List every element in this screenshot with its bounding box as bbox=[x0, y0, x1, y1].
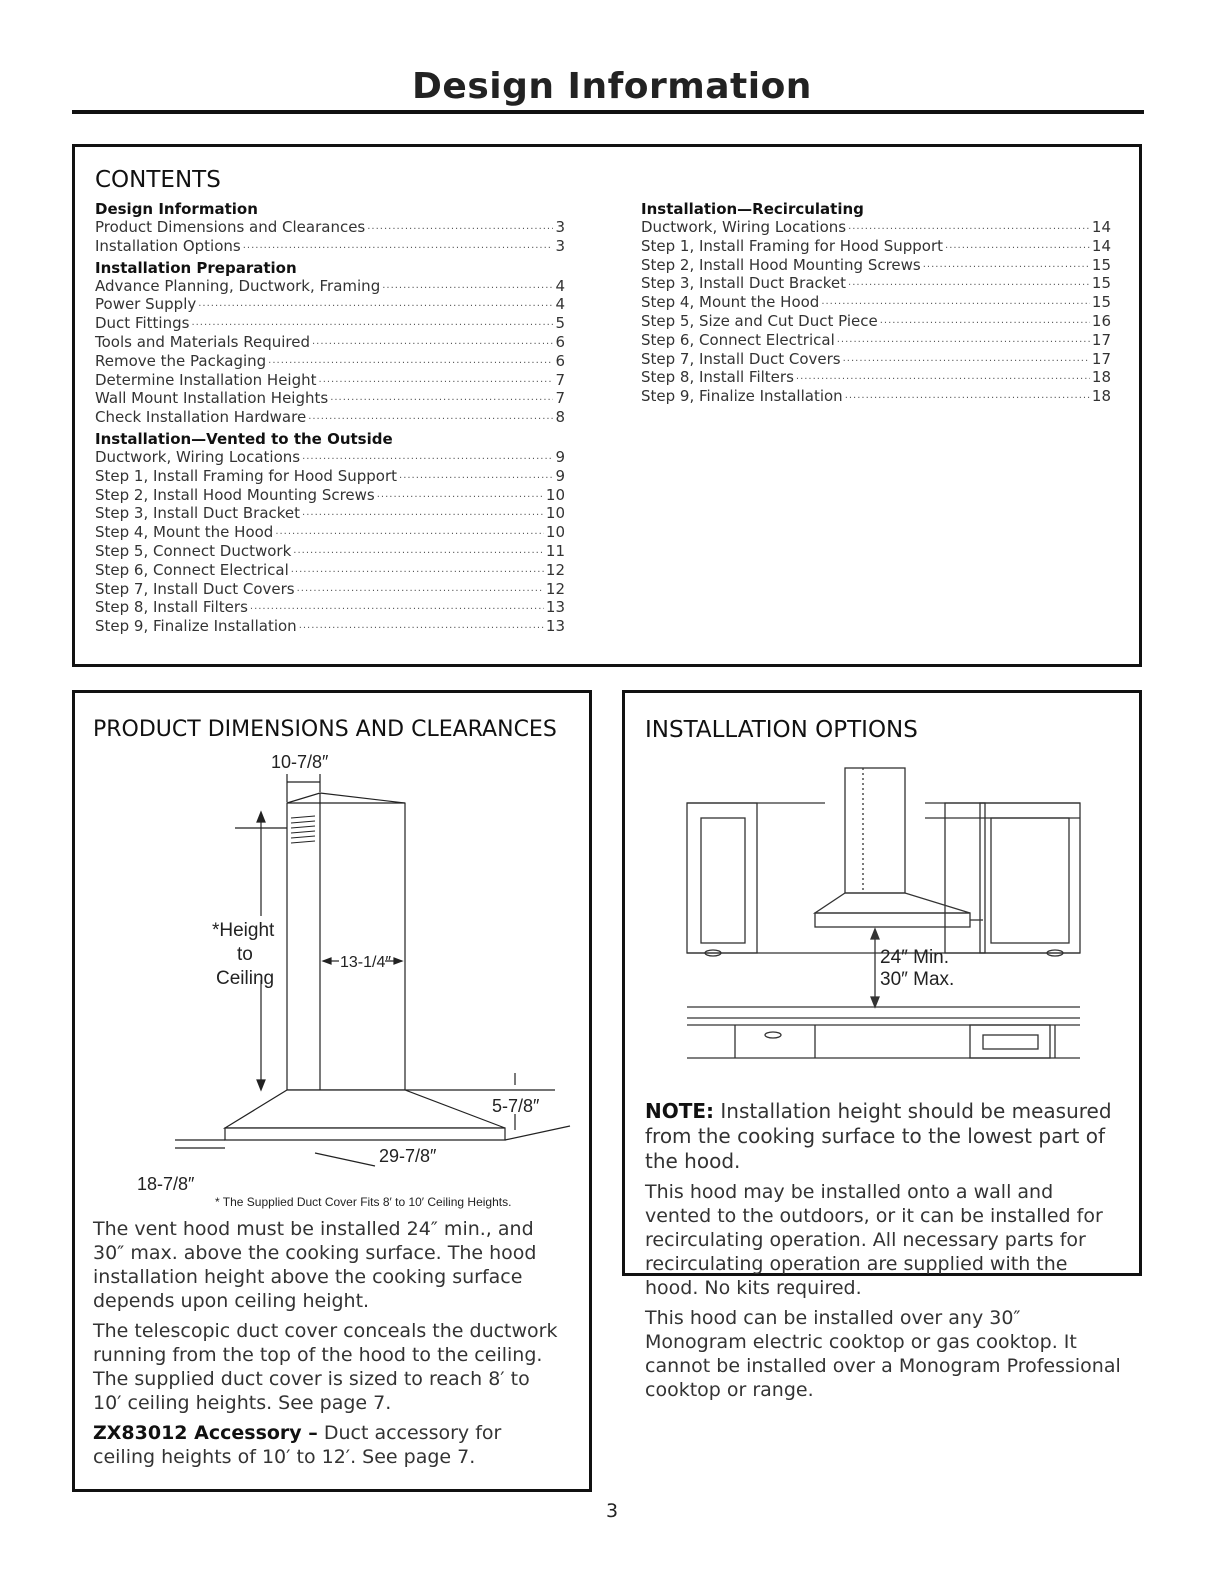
toc-leader-dots bbox=[367, 218, 553, 237]
toc-entry-title: Step 8, Install Filters bbox=[95, 598, 248, 617]
toc-leader-dots bbox=[250, 598, 544, 617]
title-divider bbox=[72, 110, 1144, 114]
toc-entry[interactable] bbox=[641, 218, 1111, 237]
toc-entry[interactable] bbox=[95, 352, 565, 371]
toc-entry-title: Ductwork, Wiring Locations bbox=[95, 447, 301, 466]
top-width-label: 10-7/8″ bbox=[271, 752, 329, 772]
toc-entry-page: 12 bbox=[545, 560, 565, 579]
toc-entry-page: 4 bbox=[555, 276, 565, 295]
toc-entry-page: 12 bbox=[545, 579, 565, 598]
toc-entry-title: Check Installation Hardware bbox=[95, 408, 307, 427]
toc-entry[interactable] bbox=[95, 218, 565, 237]
toc-entry-title: Tools and Materials Required bbox=[95, 332, 310, 351]
toc-entry-page: 9 bbox=[555, 447, 565, 466]
toc-entry-title: Step 8, Install Filters bbox=[641, 368, 794, 387]
toc-entry-page: 7 bbox=[555, 389, 565, 408]
toc-entry-title: Step 5, Size and Cut Duct Piece bbox=[641, 311, 878, 330]
toc-entry-title: Step 6, Connect Electrical bbox=[95, 560, 289, 579]
toc-leader-dots bbox=[796, 368, 1090, 387]
toc-entry-title: Ductwork, Wiring Locations bbox=[641, 218, 847, 236]
toc-leader-dots bbox=[297, 580, 544, 599]
toc-leader-dots bbox=[302, 504, 544, 523]
toc-entry-title: Step 3, Install Duct Bracket bbox=[95, 504, 301, 523]
installation-options-box bbox=[622, 690, 1142, 1401]
toc-entry-title: Remove the Packaging bbox=[95, 351, 267, 370]
toc-entry[interactable] bbox=[641, 368, 1111, 387]
toc-entry-page: 15 bbox=[1091, 255, 1111, 274]
toc-section-heading: Installation Preparation bbox=[95, 258, 297, 277]
toc-leader-dots bbox=[923, 256, 1090, 275]
toc-leader-dots bbox=[399, 467, 553, 486]
accessory-description: Duct accessory for ceiling heights of 10′ to 12′. See page 7. bbox=[93, 1422, 502, 1468]
installation-paragraph-3: This hood can be installed over any 30″ Monogram electric cooktop or gas cooktop. It cannot be installed over a Monogram Professional cooktop or range. bbox=[645, 1307, 1121, 1401]
toc-entry-title: Step 7, Install Duct Covers bbox=[95, 579, 295, 598]
toc-entry[interactable] bbox=[641, 350, 1111, 369]
toc-entry-title: Step 1, Install Framing for Hood Support bbox=[641, 236, 944, 255]
toc-entry[interactable] bbox=[95, 277, 565, 296]
toc-leader-dots bbox=[382, 277, 553, 296]
toc-entry-title: Product Dimensions and Clearances bbox=[95, 218, 366, 236]
page-title: Design Information bbox=[412, 66, 812, 107]
toc-leader-dots bbox=[843, 350, 1090, 369]
toc-entry-page: 10 bbox=[545, 504, 565, 523]
toc-leader-dots bbox=[268, 352, 553, 371]
toc-entry[interactable] bbox=[95, 504, 565, 523]
toc-entry-page: 3 bbox=[555, 236, 565, 255]
toc-section-heading: Installation—Vented to the Outside bbox=[95, 429, 393, 448]
toc-entry-title: Wall Mount Installation Heights bbox=[95, 389, 329, 408]
toc-leader-dots bbox=[308, 408, 553, 427]
toc-entry-title: Determine Installation Height bbox=[95, 370, 317, 389]
toc-leader-dots bbox=[377, 486, 544, 505]
toc-leader-dots bbox=[848, 218, 1090, 237]
installation-options-heading: INSTALLATION OPTIONS bbox=[645, 717, 918, 743]
toc-entry-title: Power Supply bbox=[95, 295, 197, 314]
hood-width-label: 29-7/8″ bbox=[379, 1146, 437, 1166]
toc-entry-page: 14 bbox=[1091, 218, 1111, 236]
toc-entry-page: 13 bbox=[545, 617, 565, 636]
dimensions-box bbox=[72, 690, 592, 1492]
toc-entry-page: 17 bbox=[1091, 349, 1111, 368]
toc-entry-page: 15 bbox=[1091, 274, 1111, 293]
toc-entry-page: 3 bbox=[555, 218, 565, 236]
toc-leader-dots bbox=[275, 523, 544, 542]
toc-right-column bbox=[641, 200, 1111, 406]
max-height-label: 30″ Max. bbox=[880, 969, 955, 990]
toc-leader-dots bbox=[821, 293, 1090, 312]
page-number: 3 bbox=[605, 1500, 619, 1522]
toc-entry-page: 7 bbox=[555, 370, 565, 389]
toc-leader-dots bbox=[312, 333, 553, 352]
toc-entry[interactable] bbox=[95, 542, 565, 561]
toc-left-column bbox=[95, 200, 565, 636]
min-height-label: 24″ Min. bbox=[880, 947, 950, 968]
hood-dimension-diagram bbox=[75, 748, 589, 1218]
height-label-2: to bbox=[237, 944, 253, 965]
hood-front-label: 18-7/8″ bbox=[137, 1174, 195, 1194]
toc-entry-title: Step 9, Finalize Installation bbox=[95, 617, 297, 636]
toc-leader-dots bbox=[191, 314, 553, 333]
toc-entry-page: 10 bbox=[545, 523, 565, 542]
toc-entry-page: 10 bbox=[545, 485, 565, 504]
toc-entry-title: Installation Options bbox=[95, 236, 241, 255]
toc-entry[interactable] bbox=[95, 561, 565, 580]
toc-leader-dots bbox=[291, 561, 544, 580]
toc-entry[interactable] bbox=[641, 331, 1111, 350]
toc-entry-page: 8 bbox=[555, 408, 565, 427]
toc-entry-page: 16 bbox=[1091, 311, 1111, 330]
toc-entry-title: Step 4, Mount the Hood bbox=[95, 523, 274, 542]
toc-entry-title: Duct Fittings bbox=[95, 314, 190, 333]
installation-paragraph-2: This hood may be installed onto a wall and vented to the outdoors, or it can be installed for recirculating operation. All necessary parts for recirculating operation are supplied with the hood. No kits required. bbox=[645, 1181, 1103, 1299]
toc-entry[interactable] bbox=[641, 237, 1111, 256]
toc-entry-page: 13 bbox=[545, 598, 565, 617]
toc-entry[interactable] bbox=[95, 408, 565, 427]
toc-entry[interactable] bbox=[95, 333, 565, 352]
toc-entry-page: 15 bbox=[1091, 293, 1111, 312]
dimensions-text bbox=[93, 1217, 563, 1475]
toc-leader-dots bbox=[198, 295, 553, 314]
toc-section-heading: Installation—Recirculating bbox=[641, 200, 864, 218]
toc-entry-page: 5 bbox=[555, 314, 565, 333]
toc-entry[interactable] bbox=[641, 256, 1111, 275]
toc-entry-page: 6 bbox=[555, 351, 565, 370]
toc-leader-dots bbox=[293, 542, 544, 561]
toc-leader-dots bbox=[302, 448, 553, 467]
toc-entry-title: Step 1, Install Framing for Hood Support bbox=[95, 466, 398, 485]
toc-entry[interactable] bbox=[95, 371, 565, 390]
height-label-3: Ceiling bbox=[216, 968, 275, 989]
toc-entry[interactable] bbox=[95, 467, 565, 486]
toc-entry-title: Step 2, Install Hood Mounting Screws bbox=[641, 255, 921, 274]
toc-entry-page: 11 bbox=[545, 541, 565, 560]
toc-entry-page: 14 bbox=[1091, 236, 1111, 255]
contents-heading: CONTENTS bbox=[95, 167, 221, 193]
toc-leader-dots bbox=[880, 312, 1090, 331]
toc-leader-dots bbox=[837, 331, 1090, 350]
toc-entry-page: 9 bbox=[555, 466, 565, 485]
toc-leader-dots bbox=[848, 274, 1090, 293]
toc-entry[interactable] bbox=[95, 448, 565, 467]
toc-entry[interactable] bbox=[95, 237, 565, 256]
toc-entry-title: Step 2, Install Hood Mounting Screws bbox=[95, 485, 375, 504]
chimney-width-label: 13-1/4″ bbox=[340, 954, 392, 971]
duct-cover-footnote: * The Supplied Duct Cover Fits 8′ to 10′ Ceiling Heights. bbox=[215, 1195, 512, 1209]
toc-entry[interactable] bbox=[95, 314, 565, 333]
toc-entry-page: 17 bbox=[1091, 330, 1111, 349]
contents-box bbox=[72, 144, 1142, 667]
note-text: Installation height should be measured from the cooking surface to the lowest part of the hood. bbox=[645, 1099, 1112, 1173]
toc-entry-page: 18 bbox=[1091, 368, 1111, 387]
toc-section-heading: Design Information bbox=[95, 200, 258, 218]
toc-leader-dots bbox=[243, 237, 554, 256]
toc-entry[interactable] bbox=[641, 312, 1111, 331]
toc-entry-title: Advance Planning, Ductwork, Framing bbox=[95, 276, 381, 295]
note-paragraph bbox=[645, 1099, 1125, 1174]
toc-entry[interactable] bbox=[95, 580, 565, 599]
accessory-model: ZX83012 Accessory – bbox=[93, 1422, 318, 1444]
toc-entry[interactable] bbox=[95, 617, 565, 636]
toc-entry-title: Step 9, Finalize Installation bbox=[641, 387, 843, 406]
toc-leader-dots bbox=[945, 237, 1090, 256]
height-label-1: *Height bbox=[212, 920, 275, 941]
toc-entry-title: Step 6, Connect Electrical bbox=[641, 330, 835, 349]
dimensions-paragraph-1: The vent hood must be installed 24″ min., and 30″ max. above the cooking surface. The hood installation height above the cooking surface depends upon ceiling height. bbox=[93, 1218, 537, 1312]
toc-entry-title: Step 7, Install Duct Covers bbox=[641, 349, 841, 368]
toc-leader-dots bbox=[330, 389, 553, 408]
dimensions-paragraph-2: The telescopic duct cover conceals the ductwork running from the top of the hood to the ceiling. The supplied duct cover is sized to reach 8′ to 10′ ceiling heights. See page 7. bbox=[93, 1320, 558, 1414]
accessory-paragraph bbox=[93, 1421, 563, 1469]
note-label: NOTE: bbox=[645, 1099, 715, 1123]
toc-entry[interactable] bbox=[95, 389, 565, 408]
toc-entry-title: Step 5, Connect Ductwork bbox=[95, 541, 292, 560]
installation-options-text bbox=[645, 1099, 1125, 1408]
toc-entry-title: Step 3, Install Duct Bracket bbox=[641, 274, 847, 293]
toc-entry-page: 6 bbox=[555, 332, 565, 351]
toc-entry[interactable] bbox=[95, 486, 565, 505]
toc-leader-dots bbox=[319, 371, 554, 390]
toc-entry[interactable] bbox=[95, 523, 565, 542]
installation-height-diagram bbox=[625, 763, 1139, 1073]
hood-depth-label: 5-7/8″ bbox=[492, 1096, 540, 1116]
toc-entry[interactable] bbox=[641, 387, 1111, 406]
toc-entry[interactable] bbox=[641, 274, 1111, 293]
toc-entry-page: 4 bbox=[555, 295, 565, 314]
toc-entry-title: Step 4, Mount the Hood bbox=[641, 293, 820, 312]
toc-entry[interactable] bbox=[95, 295, 565, 314]
dimensions-heading: PRODUCT DIMENSIONS AND CLEARANCES bbox=[93, 717, 557, 742]
toc-leader-dots bbox=[299, 617, 544, 636]
toc-entry[interactable] bbox=[95, 598, 565, 617]
toc-leader-dots bbox=[845, 387, 1090, 406]
toc-entry[interactable] bbox=[641, 293, 1111, 312]
toc-entry-page: 18 bbox=[1091, 387, 1111, 406]
